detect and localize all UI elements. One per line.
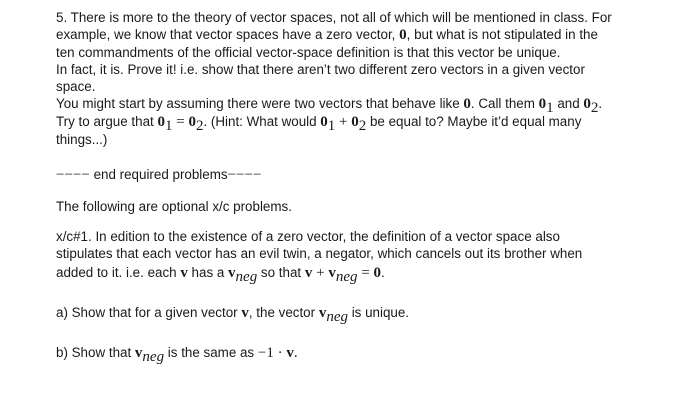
vector-v-symbol: v bbox=[180, 265, 188, 281]
problem5-text: 5. There is more to the theory of vector spaces, not all of which will be mentioned in class. For bbox=[56, 10, 612, 25]
subscript: neg bbox=[142, 348, 165, 365]
problem5-text: example, we know that vector spaces have a zero vector, bbox=[56, 27, 400, 42]
problem5-line-8 bbox=[56, 131, 686, 148]
problem5-text: Try to argue that bbox=[56, 114, 158, 129]
zero-vector-symbol: 0 bbox=[188, 114, 196, 130]
equals-sign: = bbox=[172, 114, 189, 130]
subscript: 2 bbox=[590, 99, 599, 116]
vector-v-symbol: v bbox=[134, 345, 143, 361]
divider-dashes-right: −−−− bbox=[227, 167, 262, 183]
part-b bbox=[56, 344, 686, 365]
plus-sign: + bbox=[335, 114, 352, 130]
subscript: neg bbox=[335, 268, 358, 285]
xc1-text: so that bbox=[257, 265, 305, 280]
vector-v-symbol: v bbox=[228, 265, 236, 281]
problem5-line-7 bbox=[56, 113, 686, 134]
xc1-line-1 bbox=[56, 228, 686, 245]
zero-vector-symbol: 0 bbox=[351, 114, 359, 130]
zero-vector-symbol: 0 bbox=[157, 114, 165, 130]
xc1-text: stipulates that each vector has an evil twin, a negator, which cancels out its brother when bbox=[56, 246, 583, 261]
section-divider bbox=[56, 166, 686, 184]
part-a-text: , the vector bbox=[248, 305, 319, 320]
zero-vector-symbol: 0 bbox=[463, 96, 471, 112]
problem5-line-3 bbox=[56, 44, 686, 61]
xc1-text: has a bbox=[187, 265, 229, 280]
problem5-line-2 bbox=[56, 26, 686, 44]
vector-v-symbol: v bbox=[328, 265, 336, 281]
problem5-text: , but what is not stipulated in the bbox=[406, 27, 598, 42]
vector-v-symbol: v bbox=[241, 305, 249, 321]
problem5-line-5 bbox=[56, 78, 686, 95]
divider-label: end required problems bbox=[93, 167, 228, 182]
part-a-text: is unique. bbox=[347, 305, 410, 320]
divider-dashes-left: −−−− bbox=[56, 167, 94, 183]
problem5-text: and bbox=[553, 96, 584, 111]
xc1-line-3 bbox=[56, 264, 686, 285]
vector-v-symbol: v bbox=[318, 305, 327, 321]
subscript: 1 bbox=[164, 117, 173, 134]
document-body bbox=[56, 9, 686, 365]
xc1-text: added to it. i.e. each bbox=[56, 265, 181, 280]
xc1-text: x/c#1. In edition to the existence of a zero vector, the definition of a vector space also bbox=[56, 229, 560, 244]
subscript: 1 bbox=[546, 99, 554, 116]
optional-intro-text: The following are optional x/c problems. bbox=[56, 199, 292, 214]
problem5-line-1 bbox=[56, 9, 686, 26]
zero-vector-symbol: 0 bbox=[399, 27, 407, 43]
period: . bbox=[293, 345, 298, 361]
problem5-line-4 bbox=[56, 61, 686, 78]
negative-one-scalar: −1 · bbox=[257, 345, 287, 361]
problem5-line-6 bbox=[56, 95, 686, 116]
problem5-text: be equal to? Maybe it’d equal many bbox=[366, 114, 582, 129]
subscript: 2 bbox=[195, 117, 204, 134]
vector-v-symbol: v bbox=[286, 345, 294, 361]
zero-vector-symbol: 0 bbox=[320, 114, 328, 130]
subscript: neg bbox=[235, 268, 258, 285]
optional-intro bbox=[56, 198, 686, 215]
problem5-text: things...) bbox=[56, 132, 108, 147]
part-a-text: a) Show that for a given vector bbox=[56, 305, 242, 320]
problem5-text: space. bbox=[56, 79, 96, 94]
problem5-text: . (Hint: What would bbox=[203, 114, 321, 129]
part-a bbox=[56, 304, 686, 325]
problem5-text: You might start by assuming there were two vectors that behave like bbox=[56, 96, 464, 111]
subscript: 2 bbox=[358, 117, 367, 134]
vector-v-symbol: v bbox=[304, 265, 313, 281]
plus-sign: + bbox=[312, 265, 329, 281]
xc1-text: . bbox=[380, 265, 385, 280]
equals-sign: = bbox=[357, 265, 374, 281]
problem5-text: ten commandments of the official vector-space definition is that this vector be unique. bbox=[56, 45, 561, 60]
part-b-text: b) Show that bbox=[56, 345, 135, 360]
subscript: 1 bbox=[327, 117, 336, 134]
subscript: neg bbox=[326, 308, 348, 325]
zero-vector-symbol: 0 bbox=[538, 96, 547, 112]
zero-vector-symbol: 0 bbox=[583, 96, 591, 112]
zero-vector-symbol: 0 bbox=[373, 265, 381, 281]
problem5-text: . Call them bbox=[470, 96, 539, 111]
xc1-line-2 bbox=[56, 245, 686, 262]
problem5-text: . bbox=[598, 96, 603, 111]
part-b-text: is the same as bbox=[164, 345, 258, 360]
problem5-text: In fact, it is. Prove it! i.e. show that there aren’t two different zero vectors in a given vector bbox=[56, 62, 585, 77]
